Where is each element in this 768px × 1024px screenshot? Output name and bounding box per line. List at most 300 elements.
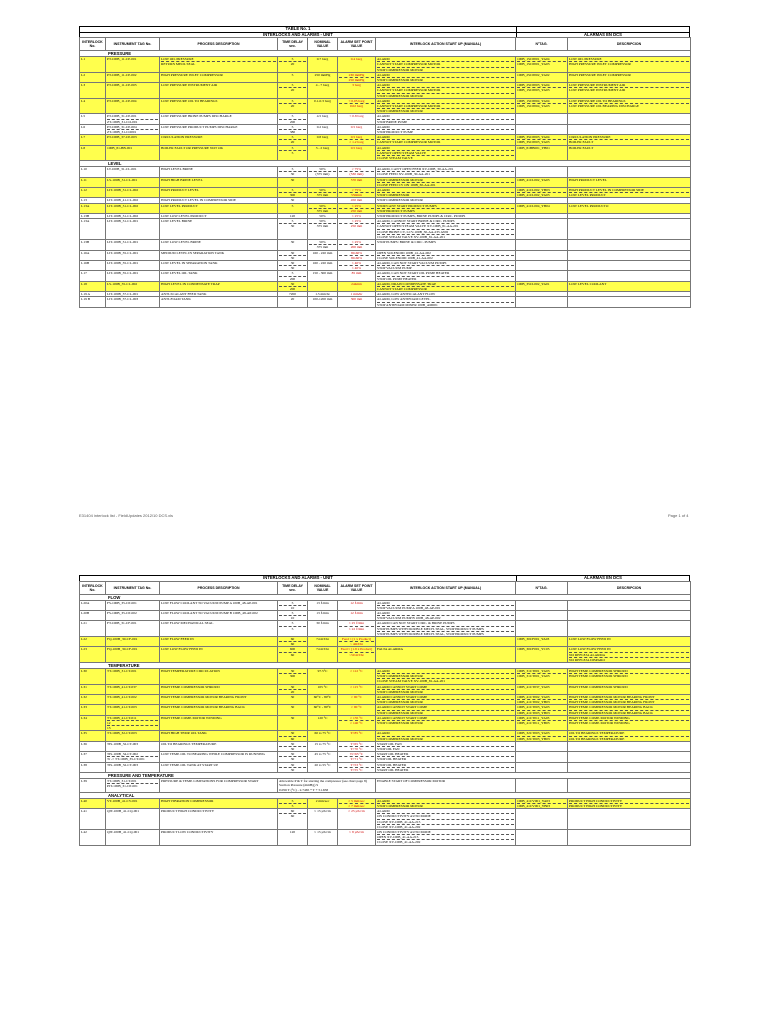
setpoint-cell: T<53 °C T>55 °C	[338, 762, 376, 772]
action-cell: ALARM STOP COMPRESSOR MOTOR CLOSE STEAM VALVE XV-100B_81-AA-201	[376, 669, 516, 685]
nominal-cell: 30 ℓ/min	[308, 621, 338, 637]
dcs-tag-cell: 100B_35CL002_YA01	[516, 281, 568, 291]
action-cell: ALARM STOP PRODUCT PUMP	[376, 124, 516, 134]
dcs-desc-cell: LOW LEVEL COOLANT	[568, 281, 691, 291]
time-delay-cell: 120	[278, 829, 308, 845]
dcs-tag-cell	[516, 829, 568, 845]
dcs-desc-cell	[568, 752, 691, 762]
tag-cell: PT-100B_37-CP-003	[106, 135, 160, 145]
table-body-2	[80, 594, 691, 845]
process-cell: HIGH TEMPERATURE CIRCULATION	[160, 669, 278, 685]
interlock-table-2	[79, 581, 691, 846]
time-delay-cell: 5 380	[278, 124, 308, 134]
section-flow-label: FLOW	[80, 594, 691, 600]
header-action: INTERLOCK ACTION START UP (MANUAL)	[376, 38, 516, 51]
table-row	[80, 114, 691, 124]
interlock-no-cell: I-13A	[80, 203, 106, 213]
dcs-desc-cell: HIGH TEMP. COMPRESSOR SHROUD	[568, 684, 691, 694]
action-cell: ALARM CANNOT START COMP STOP COMPRESSOR MOTOR	[376, 715, 516, 731]
interlock-no-cell: I-23	[80, 647, 106, 663]
action-cell: ALARM CANNOT START COMPRESSOR MOTOR STOP COMPRESSOR MOTOR	[376, 57, 516, 73]
dcs-tag-cell: 100B_41CT011_YA03 100B_41CT011_YB03	[516, 715, 568, 731]
time-delay-cell: 5 10	[278, 600, 308, 610]
dcs-desc-cell	[568, 271, 691, 281]
dcs-tag-cell	[516, 752, 568, 762]
time-delay-cell: 5 5	[278, 145, 308, 161]
time-delay-cell: 30 200	[278, 281, 308, 291]
action-cell: ALARM STOP COMPRESSOR MOTOR	[376, 798, 516, 808]
time-delay-cell: 5 200	[278, 114, 308, 124]
setpoint-cell: ≥ 5 mm/sec ≥ 7 mm/sec	[338, 798, 376, 808]
header-setpoint: ALARM SET POINT VALUE	[338, 38, 376, 51]
nominal-cell: 250 mmHg	[308, 72, 338, 82]
tag-cell: TT-100B_41-CT-003	[106, 705, 160, 715]
interlock-no-cell: I-40	[80, 798, 106, 808]
action-cell: ALARM CANNOT START COMP STOP COMPRESSOR MOTOR	[376, 684, 516, 694]
table-row	[80, 297, 691, 307]
process-cell: LOW TEMP. OIL TANK AT START UP	[160, 762, 278, 772]
process-cell: HIGH LEVEL BRINE	[160, 167, 278, 177]
interlock-no-cell: I-3	[80, 83, 106, 99]
tag-cell: LIT-100B_31-CL-002	[106, 214, 160, 219]
tag-cell: FQ-100B_30-CF-001	[106, 637, 160, 647]
tag-cell: TT-100B_41-CT-037	[106, 684, 160, 694]
tag-cell: PT-100B_11-CP-003	[106, 83, 160, 99]
interlock-no-cell: I-35	[80, 731, 106, 741]
dcs-tag-cell	[516, 611, 568, 621]
dcs-tag-cell: 100B_1SCP004_YA04 100B_1SCP004_YA03	[516, 98, 568, 114]
setpoint-cell: 0.4 barg	[338, 57, 376, 73]
dcs-desc-cell: LOW OIL PRESSURE HIGH PRESSURE INLET COMPRESSOR	[568, 57, 691, 73]
dcs-desc-cell	[568, 611, 691, 621]
interlock-no-cell: I-18	[80, 281, 106, 291]
process-cell: HIGH TEMP. COMPRESSOR MOTOR BEARING BACK	[160, 705, 278, 715]
time-delay-cell: 30 300	[278, 669, 308, 685]
setpoint-cell: ≥ 75% (530 mm)	[338, 167, 376, 177]
table-row	[80, 177, 691, 187]
dcs-tag-cell	[516, 600, 568, 610]
header-process: PROCESS DESCRIPTION	[160, 581, 278, 594]
setpoint-cell: 570 mm	[338, 177, 376, 187]
table-row	[80, 57, 691, 73]
table-row	[80, 72, 691, 82]
dcs-tag-cell	[516, 779, 568, 793]
table-row	[80, 715, 691, 731]
nominal-cell	[308, 177, 338, 187]
interlock-no-cell: I-20B	[80, 611, 106, 621]
pt-chart-note-cell: Allowable P & T for starting the compressor (see chart page 8) Suction Pressure (mmHg) S 0.056 T (°C) - 2.7465 * T + 51.658	[278, 779, 376, 793]
time-delay-cell: 30	[278, 240, 308, 250]
dcs-title: ALARMAS EN DCS	[584, 31, 622, 37]
tag-cell: PT-100B_31-CP-004 ZT-100B_31-CO001	[106, 124, 160, 134]
interlock-no-cell: I-19 A	[80, 292, 106, 297]
header-setpoint: ALARM SET POINT VALUE	[338, 581, 376, 594]
interlock-no-cell: I-41	[80, 809, 106, 830]
dcs-desc-cell: HIGH TEMP. COMPRESSOR MOTOR BEARING BACK HIGH TEMP. COMPRESSOR MOTOR BEARING BACK	[568, 705, 691, 715]
table-page-2	[79, 575, 690, 846]
table-row	[80, 600, 691, 610]
action-cell: FALTA ALARMA	[376, 647, 516, 663]
time-delay-cell: 60 60	[278, 637, 308, 647]
time-delay-cell: 20	[278, 297, 308, 307]
process-cell: LOW FLOW COOLANT TO VACUUM PUMP A 100B_48-AP-001	[160, 600, 278, 610]
table-row	[80, 281, 691, 291]
process-cell: LOW PRESSURE INSTRUMENT AIR	[160, 83, 278, 99]
tag-cell: FS-100B_35-CP-001	[106, 600, 160, 610]
table-row	[80, 260, 691, 270]
interlock-no-cell: I-5	[80, 114, 106, 124]
interlock-no-cell: I-10	[80, 167, 106, 177]
header-tag: INSTRUMENT TAG No.	[106, 38, 160, 51]
setpoint-cell: < 0.05 barg 0.02 barg	[338, 98, 376, 114]
interlock-no-cell: I-21	[80, 621, 106, 637]
process-cell: PRESSURE & TEMP. LIMITATIONS FOR COMPRESSOR START	[160, 779, 278, 793]
interlock-no-cell: I-8	[80, 145, 106, 161]
action-cell: ALARM, LOW ANTISCALANT FLOW	[376, 292, 516, 297]
dcs-tag-cell: 100B_41CT037_YA03	[516, 684, 568, 694]
tag-cell: LIT-100B_37-CL-003	[106, 297, 160, 307]
time-delay-cell: 30 30	[278, 260, 308, 270]
tag-cell: LIT-100B_31-CL-002	[106, 203, 160, 213]
nominal-cell	[308, 281, 338, 291]
setpoint-cell: ≤ 25 ℓ/min ≤ 22 ℓ/min	[338, 621, 376, 637]
header-tag-no: N°TAG.	[516, 581, 568, 594]
tag-cell: FQ-100B_30-CF-001	[106, 647, 160, 663]
dcs-desc-cell: OIL TO BEARINGS TEMPERATURE OIL TO BEARINGS TEMPERATURE	[568, 731, 691, 741]
nominal-cell: 0.7 barg	[308, 57, 338, 73]
table-subtitle-2: INTERLOCKS AND ALARMS - UNIT	[80, 576, 517, 581]
dcs-desc-cell	[568, 219, 691, 240]
header-row	[80, 38, 691, 51]
time-delay-cell: 30 30	[278, 752, 308, 762]
time-delay-cell: 5	[278, 72, 308, 82]
time-delay-cell: 30 30	[278, 250, 308, 260]
dcs-tag-cell: 100B_30CF001_YC05	[516, 647, 568, 663]
setpoint-cell: ≤ 8 µS/cm	[338, 829, 376, 845]
interlock-no-cell: I-38	[80, 762, 106, 772]
process-cell: LOW LEVEL PRODUCT	[160, 203, 278, 213]
header-interlock-no: INTERLOCK No.	[80, 38, 106, 51]
section-level-label: LEVEL	[80, 161, 691, 167]
action-cell	[376, 637, 516, 647]
time-delay-cell: 30	[278, 715, 308, 731]
nominal-cell: 160 - 220 mm	[308, 250, 338, 260]
table-row	[80, 637, 691, 647]
nominal-cell: 50% (375 mm)	[308, 167, 338, 177]
table-subtitle: INTERLOCKS AND ALARMS - UNIT	[80, 33, 517, 38]
nominal-cell: 60°C - 80°C	[308, 695, 338, 705]
interlock-no-cell: I-17	[80, 271, 106, 281]
tag-cell: LS-100B_31-CL-001	[106, 177, 160, 187]
table-row	[80, 762, 691, 772]
dcs-desc-cell	[568, 250, 691, 260]
time-delay-cell: 30	[278, 695, 308, 705]
table-row	[80, 752, 691, 762]
dcs-tag-cell: 100B_31CT001_YA03 100B_31CT001_YA03	[516, 669, 568, 685]
setpoint-cell: ≤ 25% 250 mm	[338, 219, 376, 240]
dcs-tag-cell: 100B_41CL002_YB03 100B_41CL002_YA03	[516, 188, 568, 198]
time-delay-cell: 5	[278, 203, 308, 213]
process-cell: PRODUCT LOW CONDUCTIVITY	[160, 829, 278, 845]
footer-page-number: Page 1 of 4	[668, 513, 689, 518]
setpoint-cell: 450 mm	[338, 198, 376, 203]
section-pressure-label: PRESSURE	[80, 51, 691, 57]
tag-cell: LIT-100B_31-CL-001	[106, 219, 160, 240]
nominal-cell: 60 to 75 °C	[308, 731, 338, 741]
time-delay-cell: 5 5	[278, 621, 308, 637]
time-delay-cell: 5 10	[278, 611, 308, 621]
header-action: INTERLOCK ACTION START UP (MANUAL)	[376, 581, 516, 594]
action-cell: ALARM, CAN'T OPEN FEED XV-100B_30-AA-201 CLOSE FEED XV-100B_30-AA-201	[376, 167, 516, 177]
dcs-tag-cell	[516, 260, 568, 270]
action-cell: STOP OIL HEATER START OIL HEATER	[376, 762, 516, 772]
setpoint-cell: Feed ≤ [1.8 x Product] ~50 m3/hr	[338, 647, 376, 663]
nominal-cell: 13 ℓ/min	[308, 611, 338, 621]
dcs-desc-cell: LOW LOW FLOW FEED IN NO REFLEJA ALARMA NO REFLEJA DISPARO	[568, 647, 691, 663]
nominal-cell: 50%	[308, 214, 338, 219]
dcs-title-2: ALARMAS EN DCS	[584, 575, 622, 580]
action-cell: ALARM, CAN NOT START VACUUM PUMPS STOP VACUUM PUMP	[376, 260, 516, 270]
action-cell: ENABLE START OF COMPRESSOR MOTOR	[376, 779, 516, 793]
setpoint-cell: T<65 °C T>70 °C	[338, 741, 376, 751]
setpoint-cell: Feed ≤ [1 x Product] ~ 4m3/hr	[338, 637, 376, 647]
interlock-no-cell: I-34	[80, 715, 106, 731]
dcs-desc-cell	[568, 621, 691, 637]
table-row	[80, 798, 691, 808]
process-cell: LOW OIL PRESSURE RETURN MEOL SEAL	[160, 57, 278, 73]
table-row	[80, 203, 691, 213]
table-row	[80, 669, 691, 685]
nominal-cell: 160 - 220 mm	[308, 260, 338, 270]
setpoint-cell: < 0.8 barg	[338, 114, 376, 124]
setpoint-cell: ≥ 112 °C	[338, 669, 376, 685]
process-cell: LOW LOW LEVEL PRODUCT	[160, 214, 278, 219]
process-cell: BOILER FAULT OR PRESSURE NOT OK	[160, 145, 278, 161]
process-cell: PRODUCT HIGH CONDUCTIVITY	[160, 809, 278, 830]
dcs-desc-cell	[568, 762, 691, 772]
dcs-tag-cell	[516, 240, 568, 250]
nominal-cell: ≤ 15 µS/cm	[308, 809, 338, 830]
dcs-desc-cell: HIGH TEMP. COMPRESSOR SHROUD HIGH TEMP. COMPRESSOR SHROUD	[568, 669, 691, 685]
nominal-cell: 50% 375 mm	[308, 203, 338, 213]
process-cell: HIGH HIGH BRINE LEVEL	[160, 177, 278, 187]
tag-cell: PT-100B_11-CP-001	[106, 57, 160, 73]
table-row	[80, 188, 691, 198]
dcs-desc-cell	[568, 809, 691, 830]
action-cell: STOP/CANT START PRODUCT PUMPS STOP PRODUCT PUMPS	[376, 203, 516, 213]
time-delay-cell: 5 5	[278, 798, 308, 808]
dcs-tag-cell: 100B_41CL002_YA03	[516, 177, 568, 187]
dcs-tag-cell: 100B_3SCP003_YA04 100B_3SCP003_YA03	[516, 135, 568, 145]
table-title-row	[79, 26, 690, 32]
action-cell: ALARM STOP COMPRESSOR MOTOR	[376, 72, 516, 82]
action-cell: ALARM CANNOT OPEN STEAM VALVE CLOSE STEAM VALVE	[376, 145, 516, 161]
table-row	[80, 271, 691, 281]
nominal-cell: 4.5 barg	[308, 114, 338, 124]
process-cell: ANTI-SCALANT FEED TANK	[160, 292, 278, 297]
setpoint-cell: T>85 °C	[338, 731, 376, 741]
table-row	[80, 240, 691, 250]
nominal-cell: 3 - 2 barg	[308, 145, 338, 161]
dcs-tag-cell	[516, 271, 568, 281]
tag-cell: TIS-100B_32-CT-003	[106, 762, 160, 772]
tag-cell: LIT-100B_37-CL-001	[106, 292, 160, 297]
action-cell: STOP PRODUCT PUMPS, BRINE PUMPS & CIRC. PUMPS	[376, 214, 516, 219]
tag-cell: PT-100B_31-CP-001 ZT-100B_31-CO-001	[106, 114, 160, 124]
action-cell: ALARM STOP COMPRESSOR MOTOR	[376, 731, 516, 741]
process-cell: LOW LOW FLOW FEED IN	[160, 647, 278, 663]
dcs-tag-cell: 100B_2SCP002_YA02	[516, 72, 568, 82]
nominal-cell: 50% 375 mm	[308, 240, 338, 250]
nominal-cell: 105 °C	[308, 684, 338, 694]
table-row	[80, 731, 691, 741]
tag-cell: LT-100B_31-CL-001	[106, 167, 160, 177]
nominal-cell: 2 mm/sec	[308, 798, 338, 808]
time-delay-cell: 120	[278, 214, 308, 219]
time-delay-cell: 7200	[278, 292, 308, 297]
setpoint-cell: ≤ 25% 200 mm	[338, 240, 376, 250]
table-subtitle-row	[79, 32, 690, 38]
tag-cell: FT-100B_31-CF-001	[106, 621, 160, 637]
time-delay-cell: 5 20	[278, 98, 308, 114]
time-delay-cell: 5 20	[278, 135, 308, 145]
dcs-tag-cell: 100B_1SCP001_YA04 100B_1SCP001_YA03	[516, 57, 568, 73]
section-analytical-label: ANALYTICAL	[80, 792, 691, 798]
action-cell: ALARM CANNOT START COMPRESSOR MOTOR	[376, 135, 516, 145]
interlock-no-cell: I-20A	[80, 600, 106, 610]
process-cell: HIGH LEVEL IN CONDENSATE TRAP	[160, 281, 278, 291]
setpoint-cell: 12 ℓ/min	[338, 600, 376, 610]
nominal-cell: 13 ℓ/min	[308, 600, 338, 610]
process-cell: HIGH PRODUCT LEVEL	[160, 188, 278, 198]
action-cell: ALARM STOP BRINE PUMP	[376, 114, 516, 124]
setpoint-cell: ≥ 115 °C	[338, 684, 376, 694]
nominal-cell: 74 m3/hr	[308, 647, 338, 663]
process-cell: LOW FLOW FEED IN	[160, 637, 278, 647]
setpoint-cell: 300 mm	[338, 297, 376, 307]
interlock-no-cell: I-4	[80, 98, 106, 114]
interlock-no-cell: I-16A	[80, 250, 106, 260]
table-row	[80, 124, 691, 134]
dcs-tag-cell: 100B_41CT002_YA03 100B_41CT002_YB03	[516, 695, 568, 705]
dcs-desc-cell: HIGH TEMP. COMP. MOTOR WINDING HIGH TEMP. COMP. MOTOR WINDING	[568, 715, 691, 731]
table-row	[80, 695, 691, 705]
process-cell: MEDIUM LEVEL IN SEPARATION TANK	[160, 250, 278, 260]
interlock-no-cell: I-39	[80, 779, 106, 793]
interlock-no-cell: I-1	[80, 57, 106, 73]
nominal-cell: 0.1-0.3 barg	[308, 98, 338, 114]
setpoint-cell: 1 mm/hr	[338, 292, 376, 297]
section-pressure-temperature-label: PRESSURE AND TEMPERATURE	[80, 773, 691, 779]
dcs-tag-cell	[516, 114, 568, 124]
dcs-desc-cell	[568, 741, 691, 751]
nominal-cell: 150 - 300 mm	[308, 271, 338, 281]
dcs-tag-cell: 100B_41CT003_YA03 100B_41CT003_YB03	[516, 705, 568, 715]
nominal-cell: 120 °C	[308, 715, 338, 731]
dcs-desc-cell: CIRCULATION PRESSURE BOILER FAULT	[568, 135, 691, 145]
dcs-desc-cell: LOW PRESSURE INSTRUMENT AIR LOW PRESSURE INSTRUMENT AIR	[568, 83, 691, 99]
dcs-desc-cell	[568, 240, 691, 250]
header-descripcion: DESCRIPCION	[568, 38, 691, 51]
interlock-no-cell: I-13A	[80, 219, 106, 240]
process-cell: HIGH TEMP. COMP. MOTOR WINDING	[160, 715, 278, 731]
nominal-cell: 0.8 barg	[308, 135, 338, 145]
setpoint-cell: ≤ 25% 250 mm	[338, 203, 376, 213]
action-cell: ALARM CAN NOT START CIRC. & BRINE PUMPS STOP PUMPS WITH DOUBLE MECH. SEAL, STOP PRODUCT PUMPS STOP PUMPS WITH DOUBLE MECH. SEAL, STOP PRODUCT PUMPS	[376, 621, 516, 637]
nominal-cell: ≤ 15 µS/cm	[308, 829, 338, 845]
dcs-desc-cell	[568, 297, 691, 307]
action-cell: ALARM, CAN NOT START OIL PUMP HEATER STOP OIL PUMP HEATER	[376, 271, 516, 281]
table-row	[80, 684, 691, 694]
setpoint-cell: ≤ 25%	[338, 214, 376, 219]
footer-filename: E31404 interlock list - FieldUpdates 2012/10 DCS.xls	[79, 513, 174, 518]
dcs-desc-cell	[568, 260, 691, 270]
table-page-1	[79, 26, 690, 308]
time-delay-cell: 30	[278, 177, 308, 187]
process-cell: HIGH HIGH TEMP. OIL TANK	[160, 731, 278, 741]
interlock-no-cell: I-16B	[80, 260, 106, 270]
nominal-cell: 45 to 75 °C	[308, 752, 338, 762]
process-cell: LOW PRESSURE OIL TO BEARINGS	[160, 98, 278, 114]
interlock-no-cell: I-7	[80, 135, 106, 145]
nominal-cell: 1.5 mm/hr	[308, 292, 338, 297]
action-cell: ALARM CANNOT START COMPRESSOR MOTOR STOP COMPRESSOR MOTOR	[376, 83, 516, 99]
time-delay-cell: 600 60	[278, 647, 308, 663]
nominal-cell: 74 m3/hr	[308, 637, 338, 647]
table-row	[80, 621, 691, 637]
table-row	[80, 98, 691, 114]
tag-cell: FS-100B_35-CP-002	[106, 611, 160, 621]
interlock-no-cell: I-11	[80, 177, 106, 187]
tag-cell: PT-100B_11-CP-004	[106, 98, 160, 114]
dcs-desc-cell: LOW LEVEL PRODUCTO	[568, 203, 691, 213]
table-row	[80, 809, 691, 830]
interlock-no-cell: I-6	[80, 124, 106, 134]
setpoint-cell: 0.5 barg	[338, 124, 376, 134]
nominal-cell: 100-1200 mm	[308, 297, 338, 307]
table-subtitle-row-2	[79, 575, 690, 581]
dcs-tag-cell	[516, 124, 568, 134]
action-cell: ALARM CANNOT START COMP STOP COMPRESSOR MOTOR	[376, 705, 516, 715]
process-cell: LOW PRESSURE PRODUCT PUMPS DISCHARGE	[160, 124, 278, 134]
process-cell: HIGH VIBRATION COMPRESSOR	[160, 798, 278, 808]
process-cell: LOW LEVEL IN SEPARATION TANK	[160, 260, 278, 270]
time-delay-cell: 5 20	[278, 83, 308, 99]
action-cell: ALARM, LOW ANTIFOAM LEVEL STOP ANTIFOAM MIXER 100B_AM001	[376, 297, 516, 307]
interlock-no-cell: I-37	[80, 752, 106, 762]
process-cell: HIGH PRESSURE INLET COMPRESSOR	[160, 72, 278, 82]
dcs-tag-cell	[516, 621, 568, 637]
tag-cell: TIS-100B_34-CT-002 Tr -> TT-100B_35-CT-001	[106, 752, 160, 762]
time-delay-cell: 30 20	[278, 684, 308, 694]
tag-cell: LIT-100B_41-CL-002	[106, 198, 160, 203]
setpoint-cell: ≥ 25 µS/cm	[338, 809, 376, 830]
header-interlock-no: INTERLOCK No.	[80, 581, 106, 594]
process-cell: LOW LEVEL BRINE	[160, 219, 278, 240]
dcs-tag-cell	[516, 297, 568, 307]
setpoint-cell: 80-60% 80-60%	[338, 250, 376, 260]
action-cell: ALARM CANNOT START COMPRESSOR MOTOR STOP COMPRESSOR MOTOR	[376, 98, 516, 114]
tag-cell: LIT-100B_31-CL-001	[106, 240, 160, 250]
nominal-cell: 50% 375 mm	[308, 219, 338, 240]
interlock-no-cell: I-13B	[80, 240, 106, 250]
dcs-tag-cell	[516, 741, 568, 751]
action-cell: ALARM STOP VACUUM PUMP B 100B_48-AP-002	[376, 611, 516, 621]
table-row	[80, 83, 691, 99]
table-row	[80, 829, 691, 845]
process-cell: HIGH TEMP. COMPRESSOR MOTOR BEARING FRONT	[160, 695, 278, 705]
nominal-cell: 50% 375 mm	[308, 188, 338, 198]
